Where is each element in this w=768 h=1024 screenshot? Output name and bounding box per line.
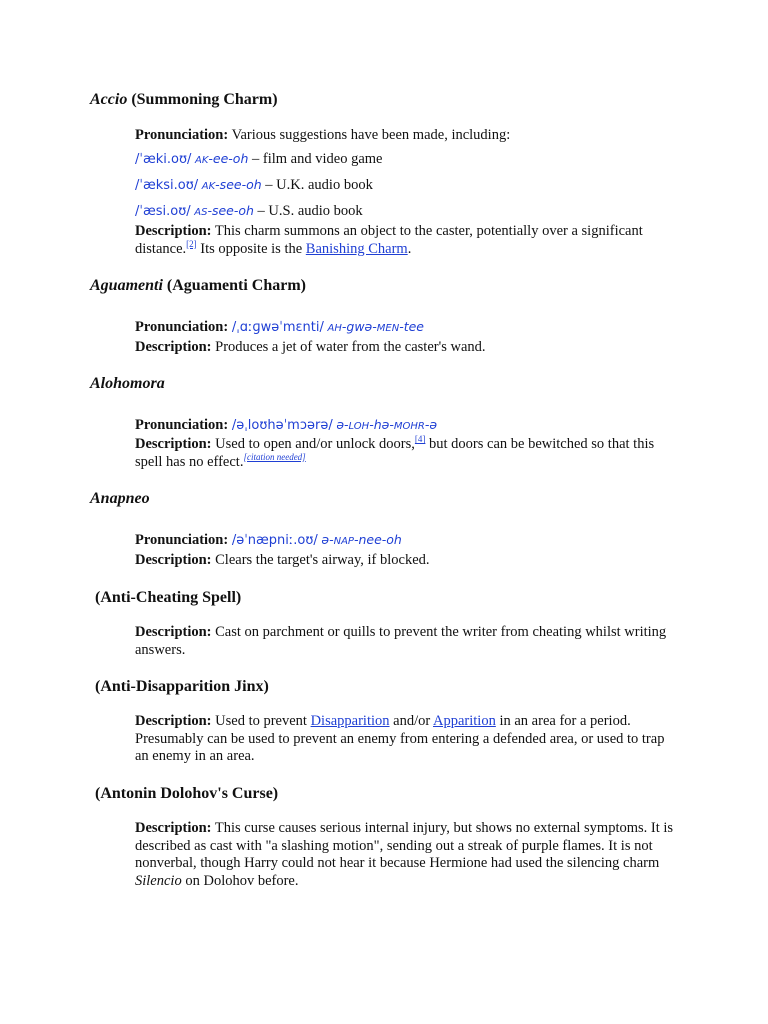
reference-link[interactable]: [2] xyxy=(186,238,197,249)
variant-note: – U.S. audio book xyxy=(253,203,363,219)
citation-needed-link[interactable]: [citation needed] xyxy=(243,451,306,462)
variant-note: – U.K. audio book xyxy=(261,177,373,193)
respelling: AK-ee-oh xyxy=(194,151,249,166)
pronunciation-intro: Various suggestions have been made, including: xyxy=(231,127,511,143)
variant-note: – film and video game xyxy=(248,151,383,167)
heading-alohomora xyxy=(90,374,165,394)
silencio-term: Silencio xyxy=(135,872,182,889)
description-label: Description: xyxy=(135,820,212,836)
pronunciation-label: Pronunciation: xyxy=(135,532,229,548)
accio-pron-variant-2 xyxy=(135,176,680,196)
ipa-text[interactable]: /ˈæsi.oʊ/ xyxy=(135,204,191,219)
accio-pron-variant-3 xyxy=(135,202,680,222)
ipa-text[interactable]: /əˌloʊhəˈmɔərə/ xyxy=(231,418,333,433)
reference-link[interactable]: [4] xyxy=(414,434,426,445)
alohomora-pronunciation xyxy=(135,416,680,436)
heading-dolohov-curse xyxy=(95,784,278,804)
description-label: Description: xyxy=(135,552,212,568)
spell-title: (Antonin Dolohov's Curse) xyxy=(95,785,279,802)
ipa-text[interactable]: /ˈæksi.oʊ/ xyxy=(135,178,199,193)
dolohov-description: Description: This curse causes serious internal injury, but shows no external symptoms. It is described as cast with "a slashing motion", sending out a streak of purple flames. It is not nonverbal, though Harry could not hear it because Hermione had used the silencing charm Silencio on Dolohov before. xyxy=(135,820,674,889)
spell-name: Alohomora xyxy=(90,375,165,392)
anti-disapparition-description: Description: Used to prevent Disapparition and/or Apparition in an area for a period. Presumably can be used to prevent an enemy from entering a defended area, or used to trap an enemy in an area. xyxy=(135,713,665,764)
alohomora-description: Description: Used to open and/or unlock doors,[4] but doors can be bewitched so that this spell has no effect.[citation needed] xyxy=(135,434,655,470)
spell-title: (Aguamenti Charm) xyxy=(166,277,306,294)
accio-pronunciation xyxy=(135,127,680,145)
heading-anapneo xyxy=(90,489,150,509)
ipa-text[interactable]: /ˈæki.oʊ/ xyxy=(135,152,192,167)
aguamenti-description: Description: Produces a jet of water from the caster's wand. xyxy=(135,339,486,355)
respelling: AK-see-oh xyxy=(201,177,262,192)
apparition-link[interactable]: Apparition xyxy=(433,713,496,729)
anapneo-description: Description: Clears the target's airway, if blocked. xyxy=(135,552,430,568)
ipa-text[interactable]: /ˌɑːɡwəˈmɛnti/ xyxy=(231,320,324,335)
description-label: Description: xyxy=(135,436,212,452)
respelling: AS-see-oh xyxy=(194,203,254,218)
respelling: AH-gwə-MEN-tee xyxy=(327,319,424,334)
pronunciation-label: Pronunciation: xyxy=(135,319,229,335)
spell-title: (Summoning Charm) xyxy=(131,91,278,108)
description-label: Description: xyxy=(135,339,212,355)
spell-name: Accio xyxy=(90,91,128,108)
respelling: ə-LOH-hə-MOHR-ə xyxy=(336,417,438,432)
spell-title: (Anti-Disapparition Jinx) xyxy=(95,678,269,695)
spell-title: (Anti-Cheating Spell) xyxy=(95,589,242,606)
pronunciation-label: Pronunciation: xyxy=(135,127,229,143)
accio-description: Description: This charm summons an object to the caster, potentially over a significant distance.[2] Its opposite is the Banishing Charm. xyxy=(135,223,643,257)
aguamenti-pronunciation xyxy=(135,318,680,338)
disapparition-link[interactable]: Disapparition xyxy=(310,713,390,729)
ipa-text[interactable]: /əˈnæpniː.oʊ/ xyxy=(231,533,318,548)
respelling: ə-NAP-nee-oh xyxy=(321,532,402,547)
spell-name: Aguamenti xyxy=(90,277,163,294)
accio-pron-variant-1 xyxy=(135,150,680,170)
spell-name: Anapneo xyxy=(90,490,150,507)
banishing-charm-link[interactable]: Banishing Charm xyxy=(305,240,408,257)
description-label: Description: xyxy=(135,223,212,239)
anti-cheating-description: Description: Cast on parchment or quills to prevent the writer from cheating whilst writing answers. xyxy=(135,624,667,658)
heading-anti-cheating xyxy=(95,588,241,608)
pronunciation-label: Pronunciation: xyxy=(135,417,229,433)
heading-accio xyxy=(90,90,278,110)
description-label: Description: xyxy=(135,624,212,640)
anapneo-pronunciation xyxy=(135,531,680,551)
heading-anti-disapparition xyxy=(95,677,269,697)
description-label: Description: xyxy=(135,713,212,729)
heading-aguamenti xyxy=(90,276,306,296)
